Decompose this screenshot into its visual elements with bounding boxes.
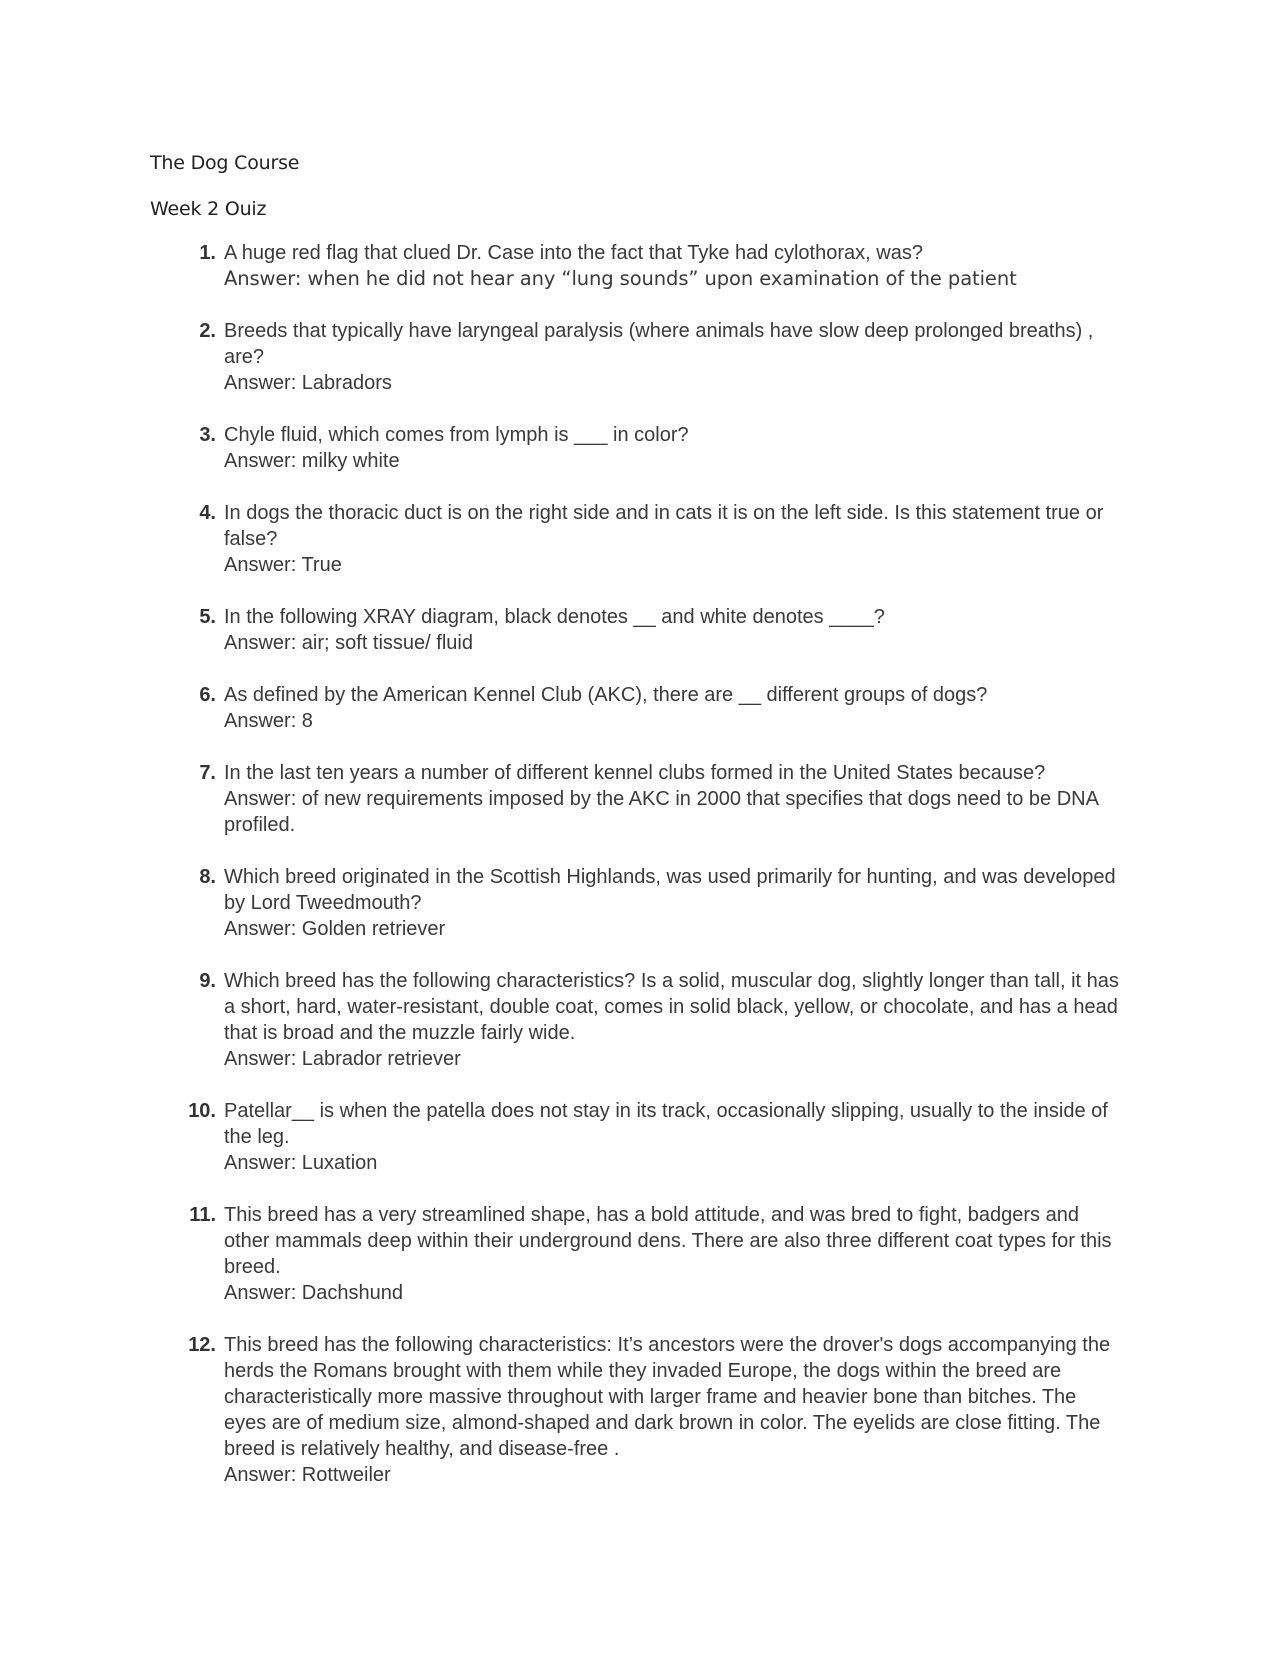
question-number: 5. xyxy=(199,606,216,628)
question-text: Patellar__ is when the patella does not stay in its track, occasionally slipping, usually to the inside of the leg. xyxy=(224,1100,1108,1148)
question-number: 2. xyxy=(199,320,216,342)
quiz-item xyxy=(150,968,1120,1072)
question-text: Which breed originated in the Scottish Highlands, was used primarily for hunting, and was developed by Lord Tweedmouth? xyxy=(224,866,1116,914)
question-text: Breeds that typically have laryngeal paralysis (where animals have slow deep prolonged breaths) , are? xyxy=(224,320,1094,368)
question-text: In the following XRAY diagram, black denotes __ and white denotes ____? xyxy=(224,606,885,628)
question-number: 7. xyxy=(199,762,216,784)
quiz-item xyxy=(150,1332,1120,1488)
quiz-item xyxy=(150,864,1120,942)
quiz-question-list xyxy=(150,240,1120,1514)
answer-text: Answer: Luxation xyxy=(224,1152,378,1174)
answer-text: Answer: milky white xyxy=(224,450,400,472)
question-number: 12. xyxy=(188,1334,216,1356)
question-text: This breed has a very streamlined shape, has a bold attitude, and was bred to fight, badgers and other mammals deep within their underground dens. There are also three different coat types for this breed. xyxy=(224,1204,1112,1278)
quiz-item xyxy=(150,500,1120,578)
answer-text: Answer: 8 xyxy=(224,710,313,732)
question-number: 11. xyxy=(189,1204,216,1226)
quiz-item xyxy=(150,1202,1120,1306)
answer-text: Answer: Labrador retriever xyxy=(224,1048,461,1070)
question-number: 3. xyxy=(199,424,216,446)
question-number: 1. xyxy=(199,242,216,264)
answer-text: Answer: True xyxy=(224,554,342,576)
question-text: Which breed has the following characteristics? Is a solid, muscular dog, slightly longer than tall, it has a short, hard, water-resistant, double coat, comes in solid black, yellow, or chocolate, and has a head that is broad and the muzzle fairly wide. xyxy=(224,970,1119,1044)
answer-text: Answer: when he did not hear any “lung sounds” upon examination of the patient xyxy=(224,267,1017,290)
question-number: 9. xyxy=(199,970,216,992)
question-number: 8. xyxy=(199,866,216,888)
quiz-item xyxy=(150,760,1120,838)
document-subtitle: Week 2 Ouiz xyxy=(150,198,267,220)
question-number: 6. xyxy=(199,684,216,706)
question-number: 4. xyxy=(199,502,216,524)
question-text: This breed has the following characteristics: It’s ancestors were the drover's dogs accompanying the herds the Romans brought with them while they invaded Europe, the dogs within the breed are characteristically more massive throughout with larger frame and heavier bone than bitches. The eyes are of medium size, almond-shaped and dark brown in color. The eyelids are close fitting. The breed is relatively healthy, and disease-free . xyxy=(224,1334,1111,1460)
quiz-item xyxy=(150,1098,1120,1176)
question-text: As defined by the American Kennel Club (AKC), there are __ different groups of dogs? xyxy=(224,684,988,706)
quiz-item xyxy=(150,682,1120,734)
answer-text: Answer: Dachshund xyxy=(224,1282,403,1304)
answer-text: Answer: Labradors xyxy=(224,372,392,394)
quiz-item xyxy=(150,604,1120,656)
answer-text: Answer: Rottweiler xyxy=(224,1464,391,1486)
question-text: In dogs the thoracic duct is on the right side and in cats it is on the left side. Is this statement true or false? xyxy=(224,502,1104,550)
question-text: Chyle fluid, which comes from lymph is ___ in color? xyxy=(224,424,689,446)
document-title: The Dog Course xyxy=(150,152,300,174)
quiz-item xyxy=(150,422,1120,474)
quiz-item xyxy=(150,240,1120,292)
question-text: A huge red flag that clued Dr. Case into the fact that Tyke had cylothorax, was? xyxy=(224,242,923,264)
answer-text: Answer: air; soft tissue/ fluid xyxy=(224,632,473,654)
quiz-item xyxy=(150,318,1120,396)
answer-text: Answer: Golden retriever xyxy=(224,918,446,940)
answer-text: Answer: of new requirements imposed by the AKC in 2000 that specifies that dogs need to be DNA profiled. xyxy=(224,788,1098,836)
question-number: 10. xyxy=(188,1100,216,1122)
question-text: In the last ten years a number of different kennel clubs formed in the United States because? xyxy=(224,762,1046,784)
